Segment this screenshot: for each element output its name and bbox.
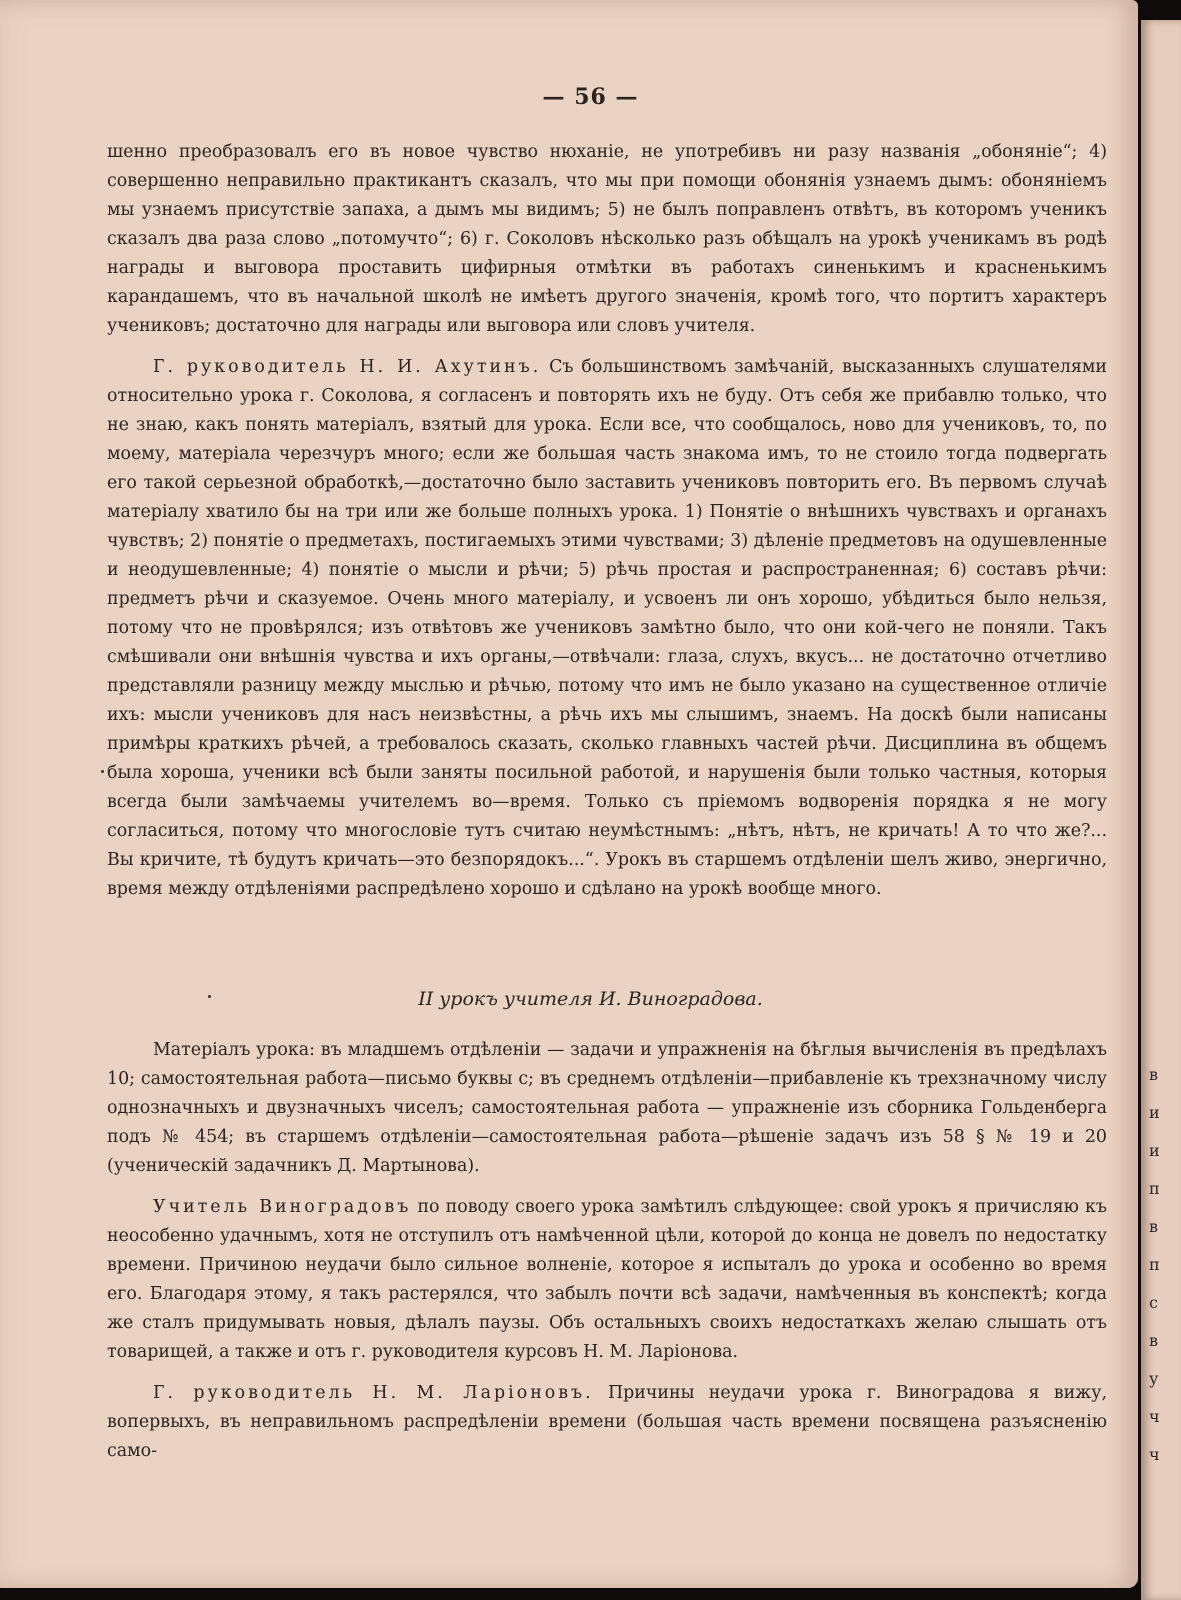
paragraph-text: Матеріалъ урока: въ младшемъ отдѣленіи — задачи и упражненія на бѣглыя вычисленія въ предѣлахъ 10; самостоятельная работа—письмо буквы с; въ среднемъ отдѣленіи—прибавленіе къ трехзначному числу однозначныхъ и двузначныхъ чиселъ; самостоятельная работа — упражненіе изъ сборника Гольденберга подъ № 454; въ старшемъ отдѣленіи—самостоятельная работа—рѣшеніе задачъ изъ 58 § № 19 и 20 (ученическій задачникъ Д. Мартынова). (107, 1040, 1107, 1176)
speaker-lead: Учитель Виноградовъ (153, 1197, 412, 1217)
page-number: — 56 — (542, 84, 639, 110)
edge-letter: в (1149, 1217, 1159, 1236)
paragraph (107, 1193, 1107, 1367)
next-page-edge (1141, 20, 1181, 1600)
speaker-lead: Г. руководитель Н. И. Ахутинъ. (153, 357, 542, 377)
paragraph (107, 353, 1107, 904)
edge-letter: ч (1149, 1445, 1160, 1464)
speaker-lead: Г. руководитель Н. М. Ларіоновъ. (153, 1383, 594, 1403)
ink-speck (101, 770, 104, 773)
text-block-top (107, 138, 1107, 916)
paragraph-text: по поводу своего урока замѣтилъ слѣдующее: свой урокъ я причисляю къ неособенно удачнымъ, хотя не отступилъ отъ намѣченной цѣли, которой до конца не довелъ по недостатку времени. Причиною неудачи было сильное волненіе, которое я испыталъ до урока и особенно во время его. Благодаря этому, я такъ растерялся, что забылъ почти всѣ задачи, намѣченныя въ конспектѣ; когда же сталъ придумывать новыя, дѣлалъ паузы. Объ остальныхъ своихъ недостаткахъ желаю слышать отъ товарищей, а также и отъ г. руководителя курсовъ Н. М. Ларіонова. (107, 1197, 1107, 1362)
paragraph-text: шенно преобразовалъ его въ новое чувство нюханіе, не употребивъ ни разу названія „обоняніе“; 4) совершенно неправильно практикантъ сказалъ, что мы при помощи обонянія узнаемъ дымъ: обоняніемъ мы узнаемъ присутствіе запаха, а дымъ мы видимъ; 5) не былъ поправленъ отвѣтъ, въ которомъ ученикъ сказалъ два раза слово „потомучто“; 6) г. Соколовъ нѣсколько разъ обѣщалъ на урокѣ ученикамъ въ родѣ награды и выговора проставить цифирныя отмѣтки въ работахъ синенькимъ и красненькимъ карандашемъ, что въ начальной школѣ не имѣетъ другого значенія, кромѣ того, что портитъ характеръ учениковъ; достаточно для награды или выговора или словъ учителя. (107, 142, 1107, 336)
edge-letter: в (1149, 1065, 1159, 1084)
paragraph-text: Причины неудачи урока г. Виноградова я вижу, вопервыхъ, въ неправильномъ распредѣленіи времени (большая часть времени посвящена разъясненію само- (107, 1383, 1107, 1461)
paragraph (107, 1379, 1107, 1466)
edge-letter: и (1149, 1141, 1160, 1160)
edge-letter: в (1149, 1331, 1159, 1350)
edge-letter: с (1149, 1293, 1158, 1312)
ink-speck (208, 995, 211, 998)
paragraph-text: Съ большинствомъ замѣчаній, высказанныхъ слушателями относительно урока г. Соколова, я согласенъ и повторять ихъ не буду. Отъ себя же прибавлю только, что не знаю, какъ понять матеріалъ, взятый для урока. Если все, что сообщалось, ново для учениковъ, то, по моему, матеріала черезчуръ много; если же большая часть знакома имъ, то не стоило тогда подвергать его такой серьезной обработкѣ,—достаточно было заставить учениковъ повторить его. Въ первомъ случаѣ матеріалу хватило бы на три или же больше полныхъ урока. 1) Понятіе о внѣшнихъ чувствахъ и органахъ чувствъ; 2) понятіе о предметахъ, постигаемыхъ этими чувствами; 3) дѣленіе предметовъ на одушевленные и неодушевленные; 4) понятіе о мысли и рѣчи; 5) рѣчь простая и распространенная; 6) составъ рѣчи: предметъ рѣчи и сказуемое. Очень много матеріалу, и усвоенъ ли онъ хорошо, убѣдиться было нельзя, потому что не провѣрялся; изъ отвѣтовъ же учениковъ замѣтно было, что они кой-чего не поняли. Такъ смѣшивали они внѣшнія чувства и ихъ органы,—отвѣчали: глаза, слухъ, вкусъ... не достаточно отчетливо представляли разницу между мыслью и рѣчью, потому что имъ не было указано на существенное отличіе ихъ: мысли учениковъ для насъ неизвѣстны, а рѣчь ихъ мы слышимъ, знаемъ. На доскѣ были написаны примѣры краткихъ рѣчей, а требовалось сказать, сколько главныхъ частей рѣчи. Дисциплина въ общемъ была хороша, ученики всѣ были заняты посильной работой, и нарушенія были только частныя, которыя всегда были замѣчаемы учителемъ во—время. Только съ пріемомъ водворенія порядка я не могу согласиться, потому что многословіе тутъ считаю неумѣстнымъ: „нѣтъ, нѣтъ, не кричать! А то что же?... Вы кричите, тѣ будутъ кричать—это безпорядокъ...“. Урокъ въ старшемъ отдѣленіи шелъ живо, энергично, время между отдѣленіями распредѣлено хорошо и сдѣлано на урокѣ вообще много. (107, 357, 1107, 899)
edge-letter: п (1149, 1255, 1160, 1274)
edge-letter: п (1149, 1179, 1160, 1198)
section-heading: II урокъ учителя И. Виноградова. (418, 988, 763, 1010)
text-block-bottom (107, 1036, 1107, 1478)
paragraph (107, 1036, 1107, 1181)
edge-letter: и (1149, 1103, 1160, 1122)
edge-letter: ч (1149, 1407, 1160, 1426)
paragraph (107, 138, 1107, 341)
next-page-edge-letters (1149, 1060, 1160, 1478)
edge-letter: у (1149, 1369, 1159, 1388)
